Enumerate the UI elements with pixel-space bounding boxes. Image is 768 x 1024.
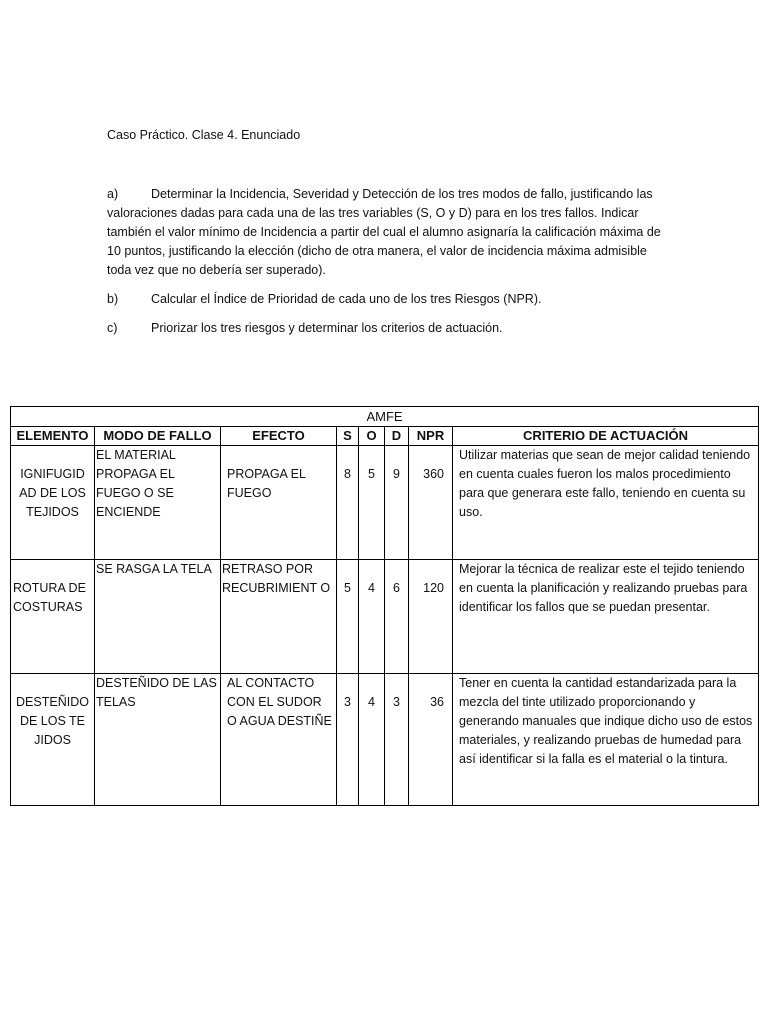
cell-elemento: DESTEÑIDO DE LOS TE JIDOS xyxy=(11,674,95,806)
cell-efecto: AL CONTACTO CON EL SUDOR O AGUA DESTIÑE xyxy=(221,674,337,806)
instruction-marker: b) xyxy=(107,292,119,306)
document-title: Caso Práctico. Clase 4. Enunciado xyxy=(107,128,301,142)
cell-d: 3 xyxy=(385,674,409,806)
cell-elemento: IGNIFUGID AD DE LOS TEJIDOS xyxy=(11,446,95,560)
table-row xyxy=(11,446,759,560)
table-title-row xyxy=(11,407,759,427)
instruction-a xyxy=(107,185,667,280)
cell-efecto: RETRASO POR RECUBRIMIENT O xyxy=(221,560,337,674)
cell-d: 9 xyxy=(385,446,409,560)
cell-o: 4 xyxy=(359,674,385,806)
header-modo-de-fallo: MODO DE FALLO xyxy=(95,427,221,446)
instruction-text: Determinar la Incidencia, Severidad y Detección de los tres modos de fallo, justificando las valoraciones dadas para cada una de las tres variables (S, O y D) para en los tres fallos. Indicar también el valor mínimo de Incidencia a partir del cual el alumno asignaría la calificación máxima de 10 puntos, justificando la elección (dicho de otra manera, el valor de incidencia máxima admisible toda vez que no debería ser superado). xyxy=(107,187,661,277)
instruction-marker: a) xyxy=(107,187,119,201)
instruction-text: Calcular el Índice de Prioridad de cada uno de los tres Riesgos (NPR). xyxy=(151,292,542,306)
table-row xyxy=(11,674,759,806)
cell-criterio: Mejorar la técnica de realizar este el tejido teniendo en cuenta la planificación y realizando pruebas para identificar los fallos que se puedan presentar. xyxy=(453,560,759,674)
header-elemento: ELEMENTO xyxy=(11,427,95,446)
table-header-row xyxy=(11,427,759,446)
header-efecto: EFECTO xyxy=(221,427,337,446)
cell-modo: DESTEÑIDO DE LAS TELAS xyxy=(95,674,221,806)
cell-efecto: PROPAGA EL FUEGO xyxy=(221,446,337,560)
cell-criterio: Tener en cuenta la cantidad estandarizada para la mezcla del tinte utilizado proporcionando y generando manuales que indique dicho uso de estos materiales, y realizando pruebas de humedad para así identificar si la falla es el material o la tintura. xyxy=(453,674,759,806)
cell-criterio: Utilizar materias que sean de mejor calidad teniendo en cuenta cuales fueron los malos procedimiento para que generara este fallo, teniendo en cuenta su uso. xyxy=(453,446,759,560)
cell-npr: 360 xyxy=(409,446,453,560)
cell-modo: EL MATERIAL PROPAGA EL FUEGO O SE ENCIENDE xyxy=(95,446,221,560)
header-o: O xyxy=(359,427,385,446)
header-s: S xyxy=(337,427,359,446)
header-criterio: CRITERIO DE ACTUACIÓN xyxy=(453,427,759,446)
cell-o: 4 xyxy=(359,560,385,674)
cell-npr: 36 xyxy=(409,674,453,806)
cell-s: 3 xyxy=(337,674,359,806)
instruction-b xyxy=(107,290,667,309)
instruction-c xyxy=(107,319,667,338)
table-row xyxy=(11,560,759,674)
cell-s: 8 xyxy=(337,446,359,560)
cell-elemento: ROTURA DE COSTURAS xyxy=(11,560,95,674)
cell-modo: SE RASGA LA TELA xyxy=(95,560,221,674)
header-npr: NPR xyxy=(409,427,453,446)
table-title: AMFE xyxy=(11,407,759,427)
amfe-table xyxy=(10,406,759,806)
instruction-marker: c) xyxy=(107,321,118,335)
instruction-text: Priorizar los tres riesgos y determinar los criterios de actuación. xyxy=(151,321,503,335)
cell-s: 5 xyxy=(337,560,359,674)
header-d: D xyxy=(385,427,409,446)
cell-o: 5 xyxy=(359,446,385,560)
cell-npr: 120 xyxy=(409,560,453,674)
cell-d: 6 xyxy=(385,560,409,674)
